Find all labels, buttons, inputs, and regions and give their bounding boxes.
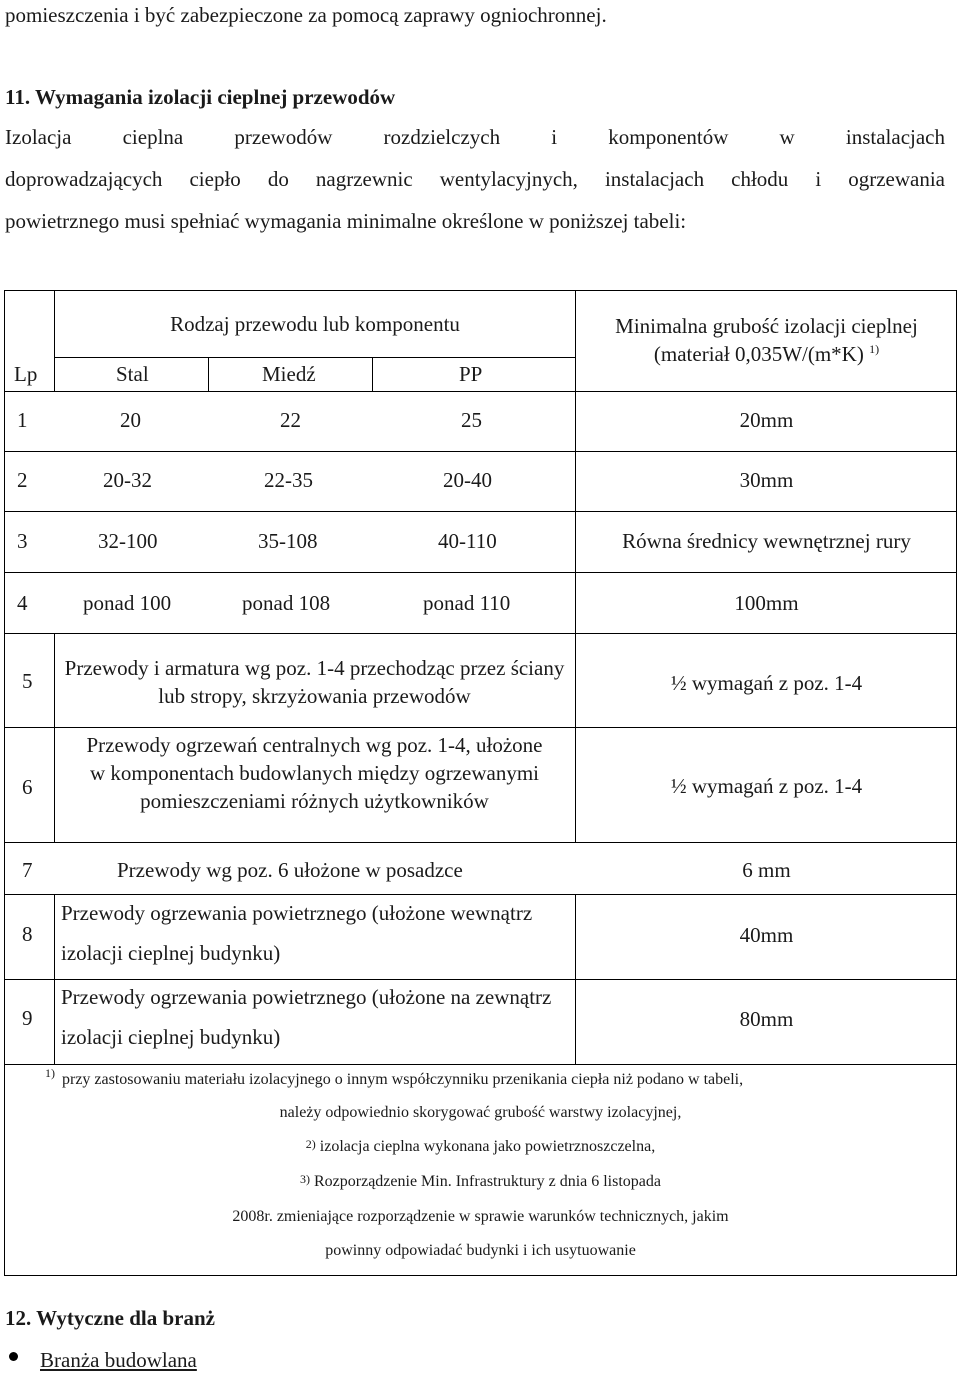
- rule-lp-col-header: [54, 290, 55, 391]
- rule-value-col-mid: [575, 633, 576, 842]
- row-6-lp: 6: [22, 775, 33, 799]
- section-11-para-line1: Izolacja cieplna przewodów rozdzielczych i komponentów w instalacjach: [5, 125, 945, 149]
- rule-value-col-upper: [575, 290, 576, 633]
- row-1-miedz: 22: [280, 408, 301, 432]
- rule-footnotes-top: [4, 1064, 957, 1065]
- header-min-line1: Minimalna grubość izolacji cieplnej: [615, 314, 918, 338]
- row-6-value: ½ wymagań z poz. 1-4: [670, 774, 863, 798]
- header-min-line2: (materiał 0,035W/(m*K) $^{1)}$: [653, 342, 880, 366]
- row-1-pp: 25: [461, 408, 482, 432]
- row-4-value: 100mm: [734, 591, 799, 615]
- rule-row-4-top: [4, 572, 957, 573]
- bullet-icon: [9, 1352, 18, 1361]
- row-1-stal: 20: [120, 408, 141, 432]
- footnote-3-line2: 2008r. zmieniające rozporządzenie w sprawie warunków technicznych, jakim: [232, 1208, 729, 1225]
- rule-row-2-top: [4, 451, 957, 452]
- footnote-1-line2: należy odpowiednio skorygować grubość warstwy izolacyjnej,: [279, 1104, 682, 1121]
- row-3-stal: 32-100: [98, 529, 158, 553]
- footnote-2: $^{2)}$ izolacja cieplna wykonana jako powietrznoszczelna,: [305, 1137, 656, 1155]
- rule-value-col-lower: [575, 894, 576, 1064]
- row-7-desc: Przewody wg poz. 6 ułożone w posadzce: [117, 858, 463, 882]
- row-4-miedz: ponad 108: [242, 591, 331, 615]
- row-3-lp: 3: [17, 529, 28, 553]
- rule-lp-col-mid: [54, 633, 55, 842]
- header-group-label: Rodzaj przewodu lub komponentu: [170, 312, 460, 336]
- rule-miedz-col-header: [372, 357, 373, 391]
- footnote-1-line1: przy zastosowaniu materiału izolacyjnego o innym współczynniku przenikania ciepła niż podano w tabeli,: [62, 1071, 744, 1088]
- row-9-value: 80mm: [739, 1007, 794, 1031]
- footnote-3-line3: powinny odpowiadać budynki i ich usytuowanie: [325, 1242, 636, 1259]
- row-2-miedz: 22-35: [264, 468, 313, 492]
- row-2-stal: 20-32: [103, 468, 152, 492]
- header-pp: PP: [459, 362, 483, 386]
- branza-budowlana-link[interactable]: Branża budowlana: [40, 1348, 197, 1372]
- row-4-lp: 4: [17, 591, 28, 615]
- row-7-value: 6 mm: [742, 858, 791, 882]
- row-5-value: ½ wymagań z poz. 1-4: [670, 671, 863, 695]
- rule-row-7-top: [4, 842, 957, 843]
- row-5-desc: Przewody i armatura wg poz. 1-4 przechodząc przez ściany lub stropy, skrzyżowania przewodów: [64, 656, 565, 708]
- row-3-value: Równa średnicy wewnętrznej rury: [622, 529, 911, 553]
- footnote-1-mark: 1): [45, 1066, 55, 1080]
- section-11-para-line3: powietrznego musi spełniać wymagania minimalne określone w poniższej tabeli:: [5, 209, 687, 233]
- row-8-value: 40mm: [739, 923, 794, 947]
- row-9-desc: Przewody ogrzewania powietrznego (ułożone na zewnątrz izolacji cieplnej budynku): [61, 985, 552, 1049]
- row-3-pp: 40-110: [438, 529, 497, 553]
- row-4-pp: ponad 110: [423, 591, 511, 615]
- rule-row-1-top: [4, 391, 957, 392]
- rule-row-5-top: [4, 633, 957, 634]
- rule-row-6-top: [4, 727, 957, 728]
- row-6-desc: Przewody ogrzewań centralnych wg poz. 1-4, ułożone w komponentach budowlanych między ogrzewanymi pomieszczeniami różnych użytkowników: [86, 733, 543, 813]
- footnote-3: $^{3)}$ Rozporządzenie Min. Infrastruktury z dnia 6 listopada: [300, 1172, 661, 1190]
- rule-stal-col-header: [208, 357, 209, 391]
- row-8-lp: 8: [22, 922, 33, 946]
- section-11-title: 11. Wymagania izolacji cieplnej przewodów: [5, 85, 396, 109]
- section-11-para-line2: doprowadzających ciepło do nagrzewnic wentylacyjnych, instalacjach chłodu i ogrzewania: [5, 167, 945, 191]
- row-2-pp: 20-40: [443, 468, 492, 492]
- rule-header-split: [54, 357, 576, 358]
- row-3-miedz: 35-108: [258, 529, 318, 553]
- header-miedz: Miedź: [262, 362, 316, 386]
- row-4-stal: ponad 100: [83, 591, 172, 615]
- row-9-lp: 9: [22, 1006, 33, 1030]
- row-5-lp: 5: [22, 669, 33, 693]
- row-1-lp: 1: [17, 408, 28, 432]
- row-2-value: 30mm: [739, 468, 794, 492]
- top-line: pomieszczenia i być zabezpieczone za pomocą zaprawy ogniochronnej.: [5, 3, 607, 27]
- row-8-desc: Przewody ogrzewania powietrznego (ułożone wewnątrz izolacji cieplnej budynku): [61, 901, 533, 965]
- section-12-title: 12. Wytyczne dla branż: [5, 1306, 215, 1330]
- row-1-value: 20mm: [739, 408, 794, 432]
- row-2-lp: 2: [17, 468, 28, 492]
- header-stal: Stal: [116, 362, 149, 386]
- rule-lp-col-lower: [54, 894, 55, 1064]
- row-7-lp: 7: [22, 858, 33, 882]
- rule-row-3-top: [4, 511, 957, 512]
- header-lp: Lp: [14, 362, 38, 386]
